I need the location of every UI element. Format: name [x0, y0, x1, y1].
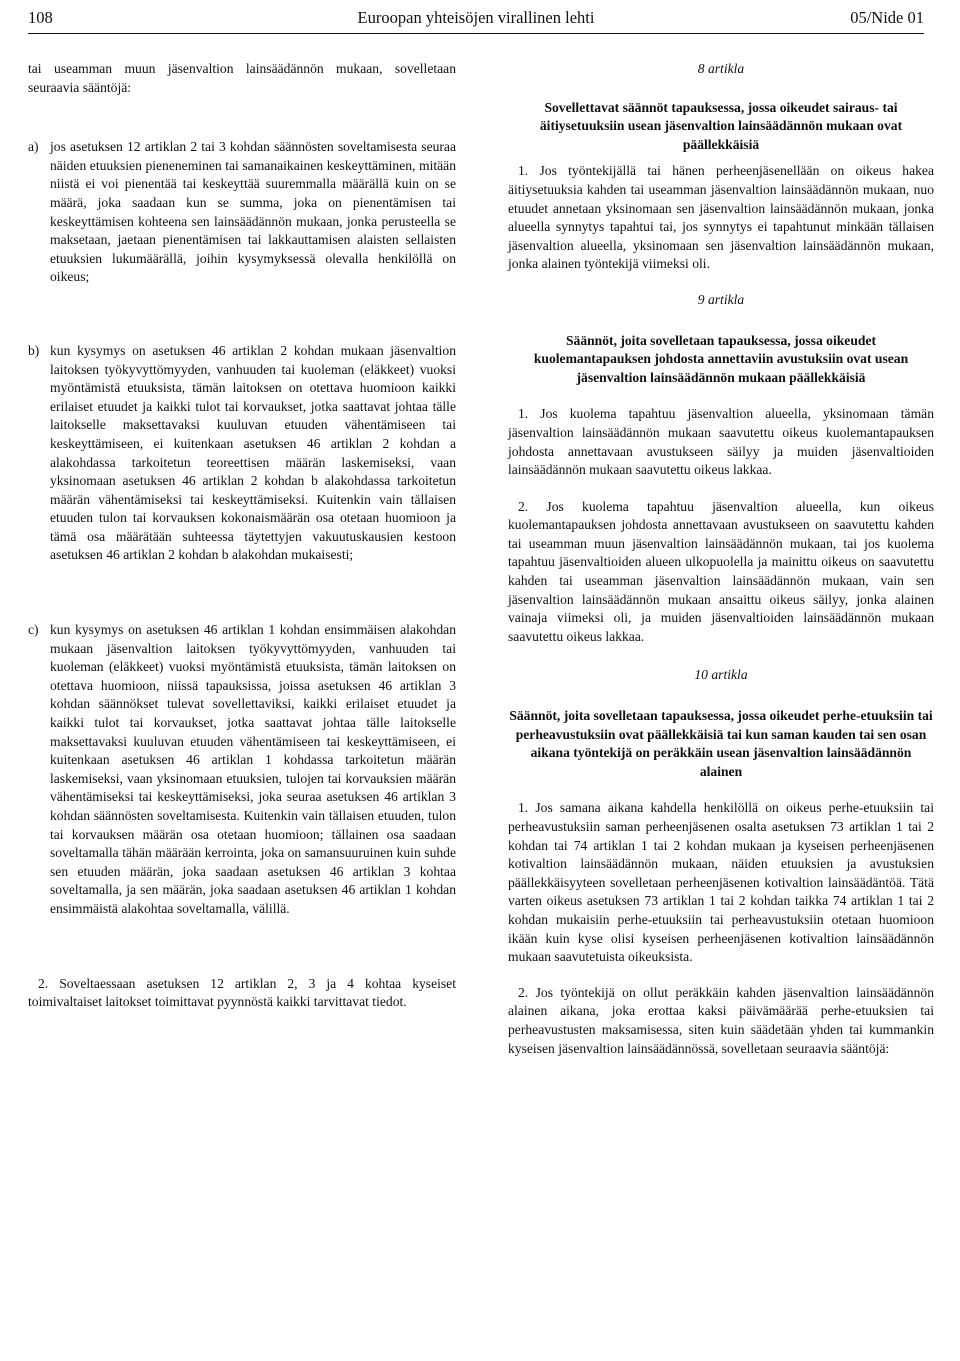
article-8-heading: 8 artikla — [697, 61, 745, 76]
volume-label: 05/Nide 01 — [850, 8, 924, 27]
article-9-paragraph-2: 2. Jos kuolema tapahtuu jäsenvaltion alueella, kun oikeus kuolemantapauksen johdosta annettavaan avustukseen on saavutettu kahden tai useamman muun jäsenvaltion lainsäädännön mukaan, tai jos kuolema tapahtuu jäsenvaltioiden alueen ulkopuolella ja mainittu oikeus on saavutettu kahden tai useamman jäsenvaltion lainsäädännön mukaan, vain sen jäsenvaltion lainsäädännön mukaan ansaittu oikeus säilyy, jonka alainen vainaja viimeksi oli, ja muiden jäsenvaltioiden lainsäädännön mukaan saavutettu oikeus lakkaa. — [508, 498, 934, 644]
journal-title: Euroopan yhteisöjen virallinen lehti — [357, 8, 595, 27]
article-9-heading: 9 artikla — [697, 291, 745, 307]
page-header — [28, 8, 924, 30]
left-column — [28, 60, 456, 1012]
item-b-label: b) — [28, 342, 40, 358]
article-9-title: Säännöt, joita sovelletaan tapauksessa, jossa oikeudet kuolemantapauksen johdosta annettaviin avustuksiin ovat usean jäsenvaltion lainsäädännön mukaan päällekkäisiä — [533, 332, 909, 385]
intro-paragraph: tai useamman muun jäsenvaltion lainsäädännön mukaan, sovelletaan seuraavia sääntöjä: — [28, 61, 456, 95]
item-c-label: c) — [28, 622, 39, 638]
item-c — [28, 621, 456, 919]
item-a-text: jos asetuksen 12 artiklan 2 tai 3 kohdan säännösten soveltamisesta seuraa näiden etuuksien pieneneminen tai samanaikainen keskeyttäminen, mitään niistä ei voi pienentää tai keskeyttää suuremmalla määrällä kuin on se määrä, joka saadaan kun se summa, joka on pienentämisen tai keskeyttämisen kohteena sen lainsäädännön mukaan, jonka perusteella se maksetaan, jaetaan pienentämisen tai lakkauttamisen alaisten sellaisten etuuksien lukumäärällä, joihin kysymyksessä olevalla henkilöllä on oikeus; — [50, 139, 456, 285]
page-number: 108 — [28, 8, 53, 27]
item-b — [28, 342, 456, 565]
header-rule — [28, 33, 924, 34]
article-8-title: Sovellettavat säännöt tapauksessa, jossa oikeudet sairaus- tai äitiysetuuksiin usean jäsenvaltion lainsäädännön mukaan ovat päällekkäisiä — [539, 99, 903, 152]
article-10-title: Säännöt, joita sovelletaan tapauksessa, jossa oikeudet perhe-etuuksiin tai perheavustuksiin ovat päällekkäisiä tai kun saman kauden tai sen osan aikana työntekijä on peräkkäin usean jäsenvaltion lainsäädännön alainen — [509, 708, 933, 779]
right-column — [508, 60, 934, 1058]
item-b-text: kun kysymys on asetuksen 46 artiklan 2 kohdan mukaan jäsenvaltion laitoksen työkyvyttömyyden, vanhuuden tai kuoleman (eläkkeet) vuoksi myöntämistä etuuksista, tämän laitoksen on otettava huomioon kaikki erilaiset etuudet ja kaikki tulot tai korvaukset, jotka saattavat johtaa tälle laitokselle maksettavaksi kuuluvan etuuden vähentämiseen tai keskeyttämiseen, ei kuitenkaan asetuksen 46 artiklan 2 kohdan a alakohdassa tarkoitetun teoreettisen määrän laskemiseksi, vaan yksinomaan asetuksen 46 artiklan 2 kohdan b alakohdassa tarkoitetun määrän vähentämiseksi tai keskeyttämiseksi. Kuitenkin vain tällaisen etuuden tulon tai korvauksen kokonaismäärän osa otetaan huomioon ja tämä osa määrätään suhteessa täytettyjen vakuutuskausien kestoon asetuksen 46 artiklan 2 kohdan b alakohdan mukaisesti; — [50, 342, 456, 563]
article-9-paragraph-1: 1. Jos kuolema tapahtuu jäsenvaltion alueella, yksinomaan tämän jäsenvaltion lainsäädännön mukaan saavutettu oikeus kuolemantapauksen johdosta annettavaan avustukseen säilyy ja muiden jäsenvaltioiden lainsäädännön mukaan saavutettu oikeus lakkaa. — [508, 406, 934, 478]
item-a — [28, 138, 456, 287]
article-8-paragraph-1: 1. Jos työntekijällä tai hänen perheenjäsenellään on oikeus hakea äitiysetuuksia kahden tai useamman jäsenvaltion lainsäädännön mukaan, nuo etuudet annetaan yksinomaan sen jäsenvaltion lainsäädännön mukaan, jonka alueella synnytys tapahtui tai, jos synnytys ei tapahtunut minkään tällaisen jäsenvaltion alueella, yksinomaan sen jäsenvaltion lainsäädännön mukaan, jonka alainen työntekijä viimeksi oli. — [508, 163, 934, 272]
item-c-text: kun kysymys on asetuksen 46 artiklan 1 kohdan ensimmäisen alakohdan mukaan jäsenvaltion laitoksen työkyvyttömyyden, vanhuuden tai kuoleman (eläkkeet) vuoksi myöntämistä etuuksista, tämän laitoksen on otettava huomioon, niissä tapauksissa, joissa asetuksen 46 artiklan 3 kohdan säännökset tulevat sovellettaviksi, kaikki erilaiset etuudet ja kaikki tulot tai korvaukset, jotka saattavat johtaa tälle laitokselle maksettavaksi kuuluvan etuuden vähentämiseen tai keskeyttämiseen, ei kuitenkaan asetuksen 46 artiklan 1 kohdassa tarkoitetun määrän laskemiseksi, vaan yksinomaan etuuksien, tulojen tai korvauksien määrän vähentämiseksi tai keskeyttämiseksi, joka seuraa asetuksen 46 artiklan 3 kohdan säännösten soveltamisesta. Kuitenkin vain tällaisen etuuden, tulon tai korvauksen määrän osa otetaan huomioon; tällainen osa saadaan soveltamalla tähän määrään kerrointa, joka on samansuuruinen kuin suhde sen etuuden määrän, joka saadaan asetuksen 46 artiklan 3 kohtaa soveltamalla, ja sen määrän, joka saadaan asetuksen 46 artiklan 1 kohdan ensimmäistä alakohtaa soveltamalla, välillä. — [50, 622, 456, 916]
item-a-label: a) — [28, 139, 39, 155]
article-10-paragraph-2: 2. Jos työntekijä on ollut peräkkäin kahden jäsenvaltion lainsäädännön alainen aikana, joka erottaa kaksi päivämäärää perhe-etuuksien tai perheavustusten maksamisessa, siten kuin säädetään yhden tai kummankin kyseisen jäsenvaltion lainsäädännössä, sovelletaan seuraavia sääntöjä: — [508, 984, 934, 1056]
article-10-paragraph-1: 1. Jos samana aikana kahdella henkilöllä on oikeus perhe-etuuksiin tai perheavustuksiin saman perheenjäsenen osalta asetuksen 73 artiklan 1 tai 2 kohdan tai 74 artiklan 1 tai 2 kohdan mukaan ja kyseisen perheenjäsenen kotivaltion lainsäädännön mukaan, näiden etuuksien ja avustuksien päällekkäisyyteen sovelletaan perheenjäsenen kotivaltion lainsäädäntöä. Tätä varten oikeus asetuksen 73 artiklan 1 tai 2 kohdan taikka 74 artiklan 1 tai 2 kohdan mukaisiin perhe-etuuksiin tai perheavustuksiin otetaan huomioon ikään kuin kyse olisi kyseisen perheenjäsenen kotivaltion lainsäädännön mukaan saavutetuista oikeuksista. — [508, 800, 934, 965]
paragraph-2: 2. Soveltaessaan asetuksen 12 artiklan 2, 3 ja 4 kohtaa kyseiset toimivaltaiset laitokset toimittavat pyynnöstä kaikki tarvittavat tiedot. — [28, 975, 456, 1010]
article-10-heading: 10 artikla — [694, 667, 748, 683]
